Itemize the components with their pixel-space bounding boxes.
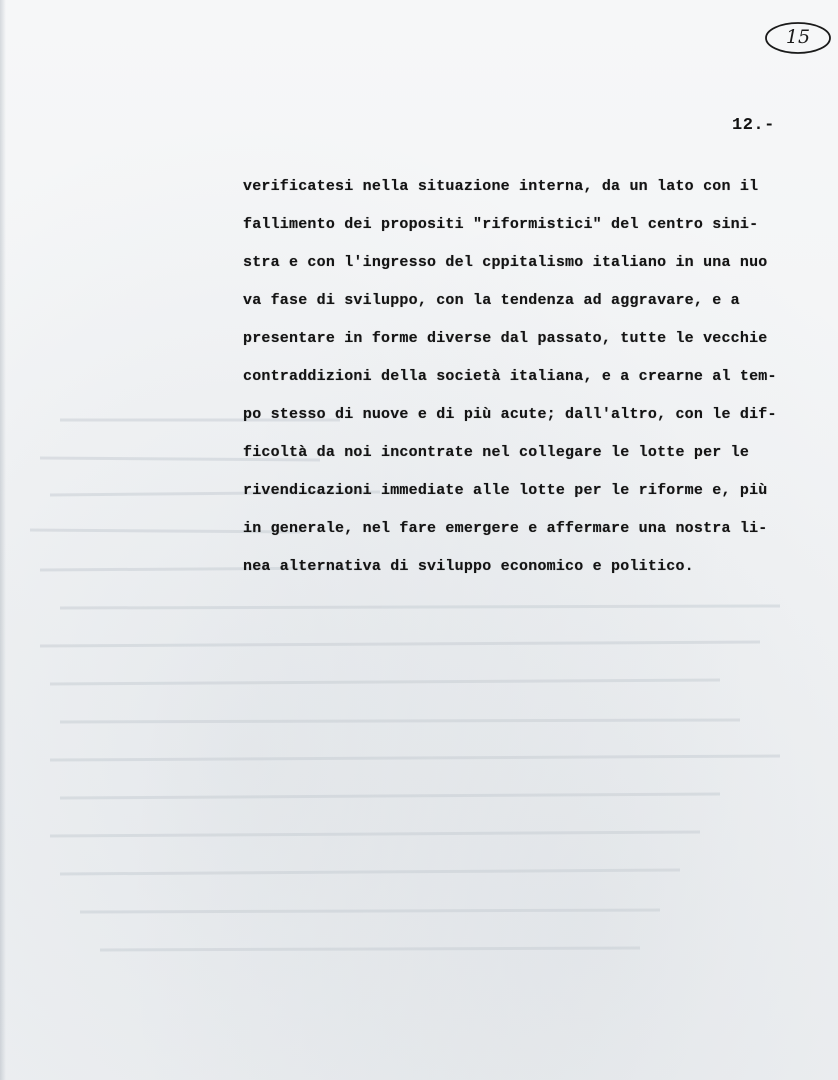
- text-line: contraddizioni della società italiana, e a crearne al tem-: [243, 368, 777, 385]
- typewritten-paragraph: [243, 172, 823, 590]
- text-line: rivendicazioni immediate alle lotte per le riforme e, più: [243, 482, 768, 499]
- text-line: ficoltà da noi incontrate nel collegare le lotte per le: [243, 444, 750, 461]
- page-number: 12.-: [732, 116, 775, 135]
- text-line: po stesso di nuove e di più acute; dall'altro, con le dif-: [243, 406, 777, 423]
- text-line: in generale, nel fare emergere e affermare una nostra li-: [243, 520, 768, 537]
- text-line: stra e con l'ingresso del cppitalismo italiano in una nuo: [243, 254, 768, 271]
- folio-number: 15: [785, 26, 811, 48]
- page-edge-shadow: [0, 0, 6, 1080]
- text-line: fallimento dei propositi "riformistici" del centro sini-: [243, 216, 759, 233]
- folio-stamp: [762, 20, 834, 56]
- text-line: verificatesi nella situazione interna, da un lato con il: [243, 178, 759, 195]
- text-line: nea alternativa di sviluppo economico e politico.: [243, 558, 694, 575]
- text-line: va fase di sviluppo, con la tendenza ad aggravare, e a: [243, 292, 740, 309]
- text-line: presentare in forme diverse dal passato, tutte le vecchie: [243, 330, 768, 347]
